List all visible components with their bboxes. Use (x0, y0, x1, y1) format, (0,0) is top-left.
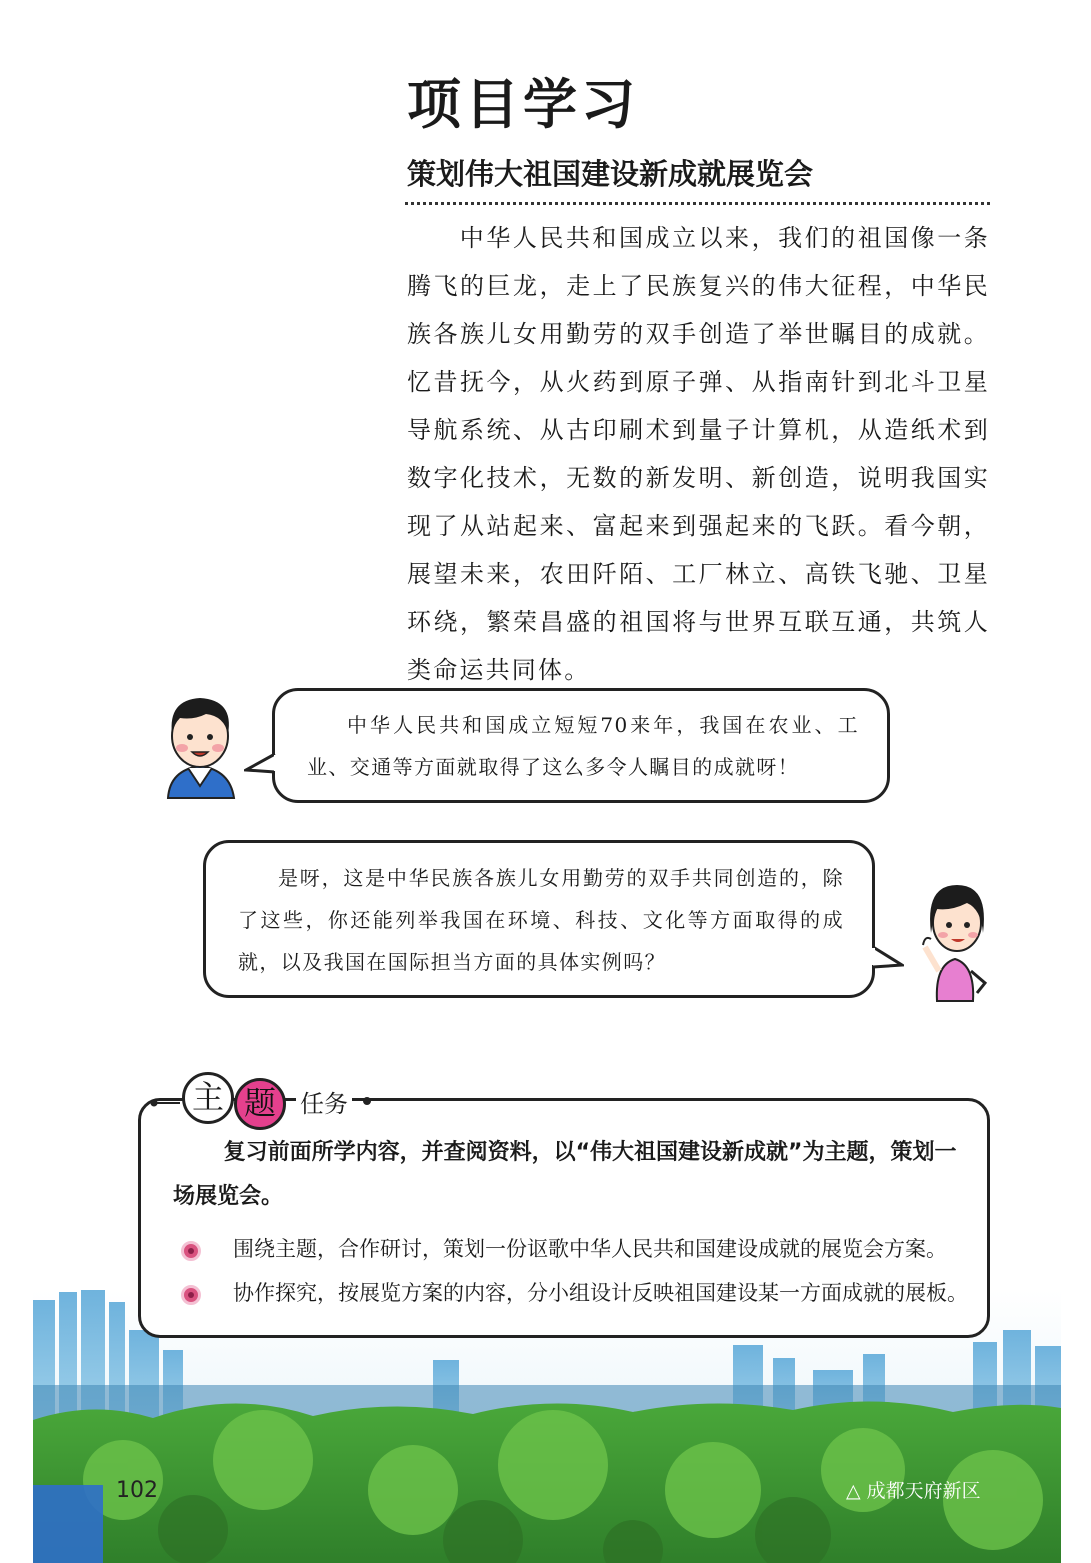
boy-speech-bubble (272, 688, 890, 803)
section-subtitle: 策划伟大祖国建设新成就展览会 (407, 157, 814, 191)
header-end-dot-icon (360, 1094, 374, 1108)
page-title: 项目学习 (407, 73, 639, 136)
task-intro: 复习前面所学内容，并查阅资料，以“伟大祖国建设新成就”为主题，策划一场展览会。 (173, 1140, 957, 1209)
photo-caption (846, 1476, 981, 1503)
theme-task-box (138, 1098, 990, 1338)
task-list (173, 1227, 968, 1315)
page-number: 102 (116, 1478, 158, 1503)
dotted-divider (405, 202, 990, 205)
girl-character (915, 875, 995, 1005)
girl-speech-text: 是呀，这是中华民族各族儿女用勤劳的双手共同创造的，除了这些，你还能列举我国在环境、科技、文化等方面取得的成就，以及我国在国际担当方面的具体实例吗？ (238, 866, 844, 974)
bullet-icon (181, 1285, 201, 1305)
bullet-icon (181, 1241, 201, 1261)
boy-speech-text: 中华人民共和国成立短短70来年，我国在农业、工业、交通等方面就取得了这么多令人瞩目的成就呀！ (307, 713, 859, 779)
boy-bubble-tail (244, 752, 278, 776)
boy-character (150, 690, 250, 800)
girl-speech-bubble (203, 840, 875, 998)
theme-task-header (150, 1068, 390, 1128)
task-item-text: 围绕主题，合作研讨，策划一份讴歌中华人民共和国建设成就的展览会方案。 (233, 1237, 947, 1261)
task-item (173, 1227, 968, 1271)
girl-bubble-tail (870, 945, 904, 971)
photo-caption-text: 成都天府新区 (866, 1480, 981, 1502)
badge-zhu: 主 (182, 1072, 234, 1124)
task-item (173, 1271, 968, 1315)
intro-paragraph: 中华人民共和国成立以来，我们的祖国像一条腾飞的巨龙，走上了民族复兴的伟大征程，中华民族各族儿女用勤劳的双手创造了举世瞩目的成就。忆昔抚今，从火药到原子弹、从指南针到北斗卫星导航系统、从古印刷术到量子计算机，从造纸术到数字化技术，无数的新发明、新创造，说明我国实现了从站起来、富起来到强起来的飞跃。看今朝，展望未来，农田阡陌、工厂林立、高铁飞驰、卫星环绕，繁荣昌盛的祖国将与世界互联互通，共筑人类命运共同体。 (407, 224, 990, 684)
task-item-text: 协作探究，按展览方案的内容，分小组设计反映祖国建设某一方面成就的展板。 (233, 1281, 968, 1305)
header-rule-icon (150, 1098, 180, 1108)
badge-ti: 题 (234, 1078, 286, 1130)
task-label: 任务 (296, 1084, 352, 1119)
location-icon: △ (846, 1480, 861, 1502)
